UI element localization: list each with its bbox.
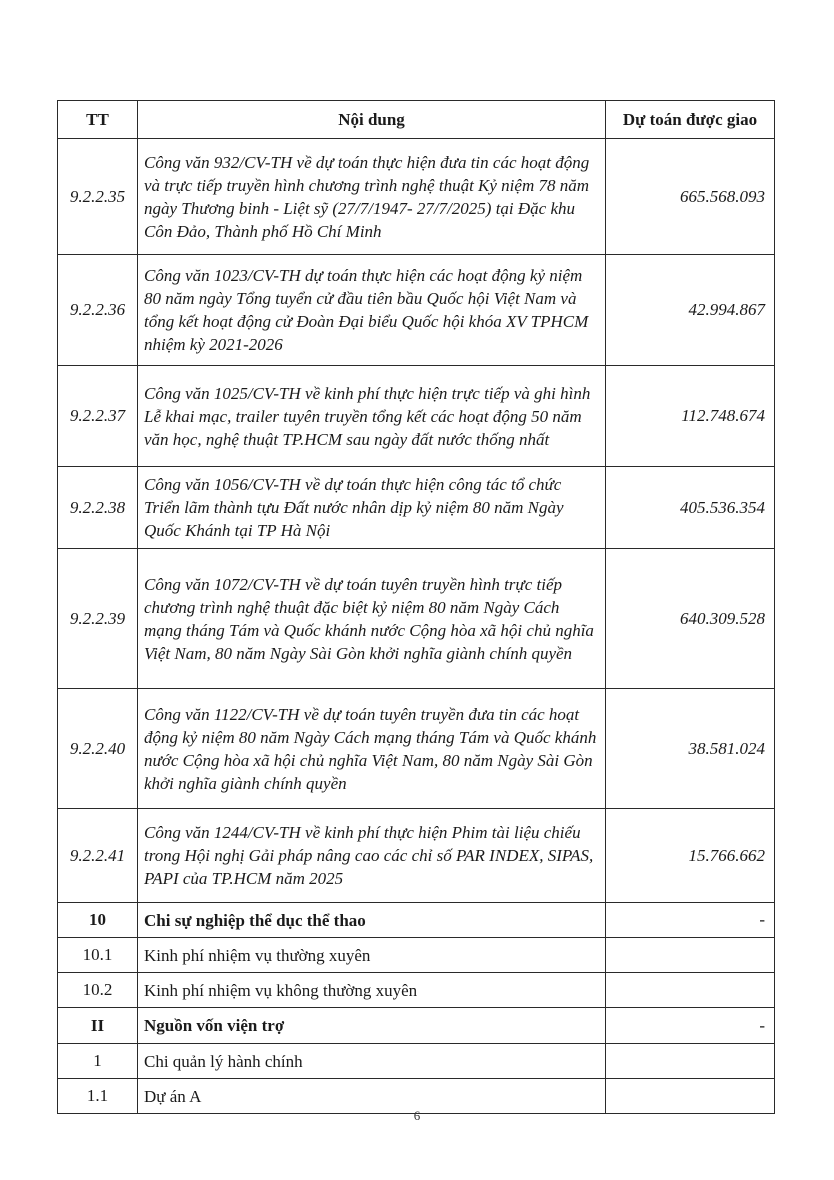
table-row	[58, 1044, 775, 1079]
header-tt: TT	[58, 101, 138, 139]
row-tt: 9.2.2.39	[58, 549, 138, 689]
row-content: Kinh phí nhiệm vụ không thường xuyên	[138, 973, 606, 1008]
header-amount: Dự toán được giao	[606, 101, 775, 139]
row-tt: 9.2.2.40	[58, 689, 138, 809]
table-row	[58, 809, 775, 903]
table-row	[58, 973, 775, 1008]
row-amount: 15.766.662	[606, 809, 775, 903]
row-content: Công văn 1244/CV-TH về kinh phí thực hiện Phim tài liệu chiếu trong Hội nghị Gải pháp nâng cao các chỉ số PAR INDEX, SIPAS, PAPI của TP.HCM năm 2025	[138, 809, 606, 903]
row-amount: -	[606, 1008, 775, 1044]
row-tt: 1	[58, 1044, 138, 1079]
row-tt: 9.2.2.35	[58, 139, 138, 255]
row-tt: 10.2	[58, 973, 138, 1008]
table-row	[58, 549, 775, 689]
row-amount	[606, 973, 775, 1008]
row-content: Công văn 1025/CV-TH về kinh phí thực hiện trực tiếp và ghi hình Lễ khai mạc, trailer tuyên truyền tổng kết các hoạt động 50 năm văn học, nghệ thuật TP.HCM sau ngày đất nước thống nhất	[138, 366, 606, 467]
row-tt: 9.2.2.38	[58, 467, 138, 549]
row-tt: 9.2.2.41	[58, 809, 138, 903]
table-row	[58, 903, 775, 938]
row-tt: 9.2.2.37	[58, 366, 138, 467]
row-amount: -	[606, 903, 775, 938]
row-content: Chi quản lý hành chính	[138, 1044, 606, 1079]
row-amount: 405.536.354	[606, 467, 775, 549]
row-content: Công văn 1122/CV-TH về dự toán tuyên truyền đưa tin các hoạt động kỷ niệm 80 năm Ngày Cách mạng tháng Tám và Quốc khánh nước Cộng hòa xã hội chủ nghĩa Việt Nam, 80 năm Ngày Sài Gòn khởi nghĩa giành chính quyền	[138, 689, 606, 809]
header-content: Nội dung	[138, 101, 606, 139]
row-amount: 640.309.528	[606, 549, 775, 689]
table-row	[58, 689, 775, 809]
row-content: Công văn 1056/CV-TH về dự toán thực hiện công tác tổ chức Triển lãm thành tựu Đất nước nhân dịp kỷ niệm 80 năm Ngày Quốc Khánh tại TP Hà Nội	[138, 467, 606, 549]
row-tt: 10	[58, 903, 138, 938]
table-row	[58, 139, 775, 255]
budget-table	[57, 100, 775, 1114]
row-amount: 42.994.867	[606, 255, 775, 366]
table-header-row	[58, 101, 775, 139]
row-amount: 38.581.024	[606, 689, 775, 809]
page-number: 6	[413, 1108, 421, 1123]
table-row	[58, 467, 775, 549]
row-content: Kinh phí nhiệm vụ thường xuyên	[138, 938, 606, 973]
row-content: Nguồn vốn viện trợ	[138, 1008, 606, 1044]
row-tt: 9.2.2.36	[58, 255, 138, 366]
table-row	[58, 255, 775, 366]
row-amount	[606, 938, 775, 973]
row-tt: II	[58, 1008, 138, 1044]
table-row	[58, 1008, 775, 1044]
table-row	[58, 938, 775, 973]
row-amount: 112.748.674	[606, 366, 775, 467]
row-amount	[606, 1044, 775, 1079]
row-tt: 1.1	[58, 1079, 138, 1114]
row-content: Chi sự nghiệp thể dục thể thao	[138, 903, 606, 938]
row-content: Công văn 932/CV-TH về dự toán thực hiện đưa tin các hoạt động và trực tiếp truyền hình chương trình nghệ thuật Kỷ niệm 78 năm ngày Thương binh - Liệt sỹ (27/7/1947- 27/7/2025) tại Đặc khu Côn Đảo, Thành phố Hồ Chí Minh	[138, 139, 606, 255]
row-amount: 665.568.093	[606, 139, 775, 255]
row-content: Công văn 1023/CV-TH dự toán thực hiện các hoạt động kỷ niệm 80 năm ngày Tổng tuyển cử đầu tiên bầu Quốc hội Việt Nam và tổng kết hoạt động cử Đoàn Đại biểu Quốc hội khóa XV TPHCM nhiệm kỳ 2021-2026	[138, 255, 606, 366]
row-content: Dự án A	[138, 1079, 606, 1114]
table-row	[58, 366, 775, 467]
row-tt: 10.1	[58, 938, 138, 973]
row-content: Công văn 1072/CV-TH về dự toán tuyên truyền hình trực tiếp chương trình nghệ thuật đặc biệt kỷ niệm 80 năm Ngày Cách mạng tháng Tám và Quốc khánh nước Cộng hòa xã hội chủ nghĩa Việt Nam, 80 năm Ngày Sài Gòn khởi nghĩa giành chính quyền	[138, 549, 606, 689]
